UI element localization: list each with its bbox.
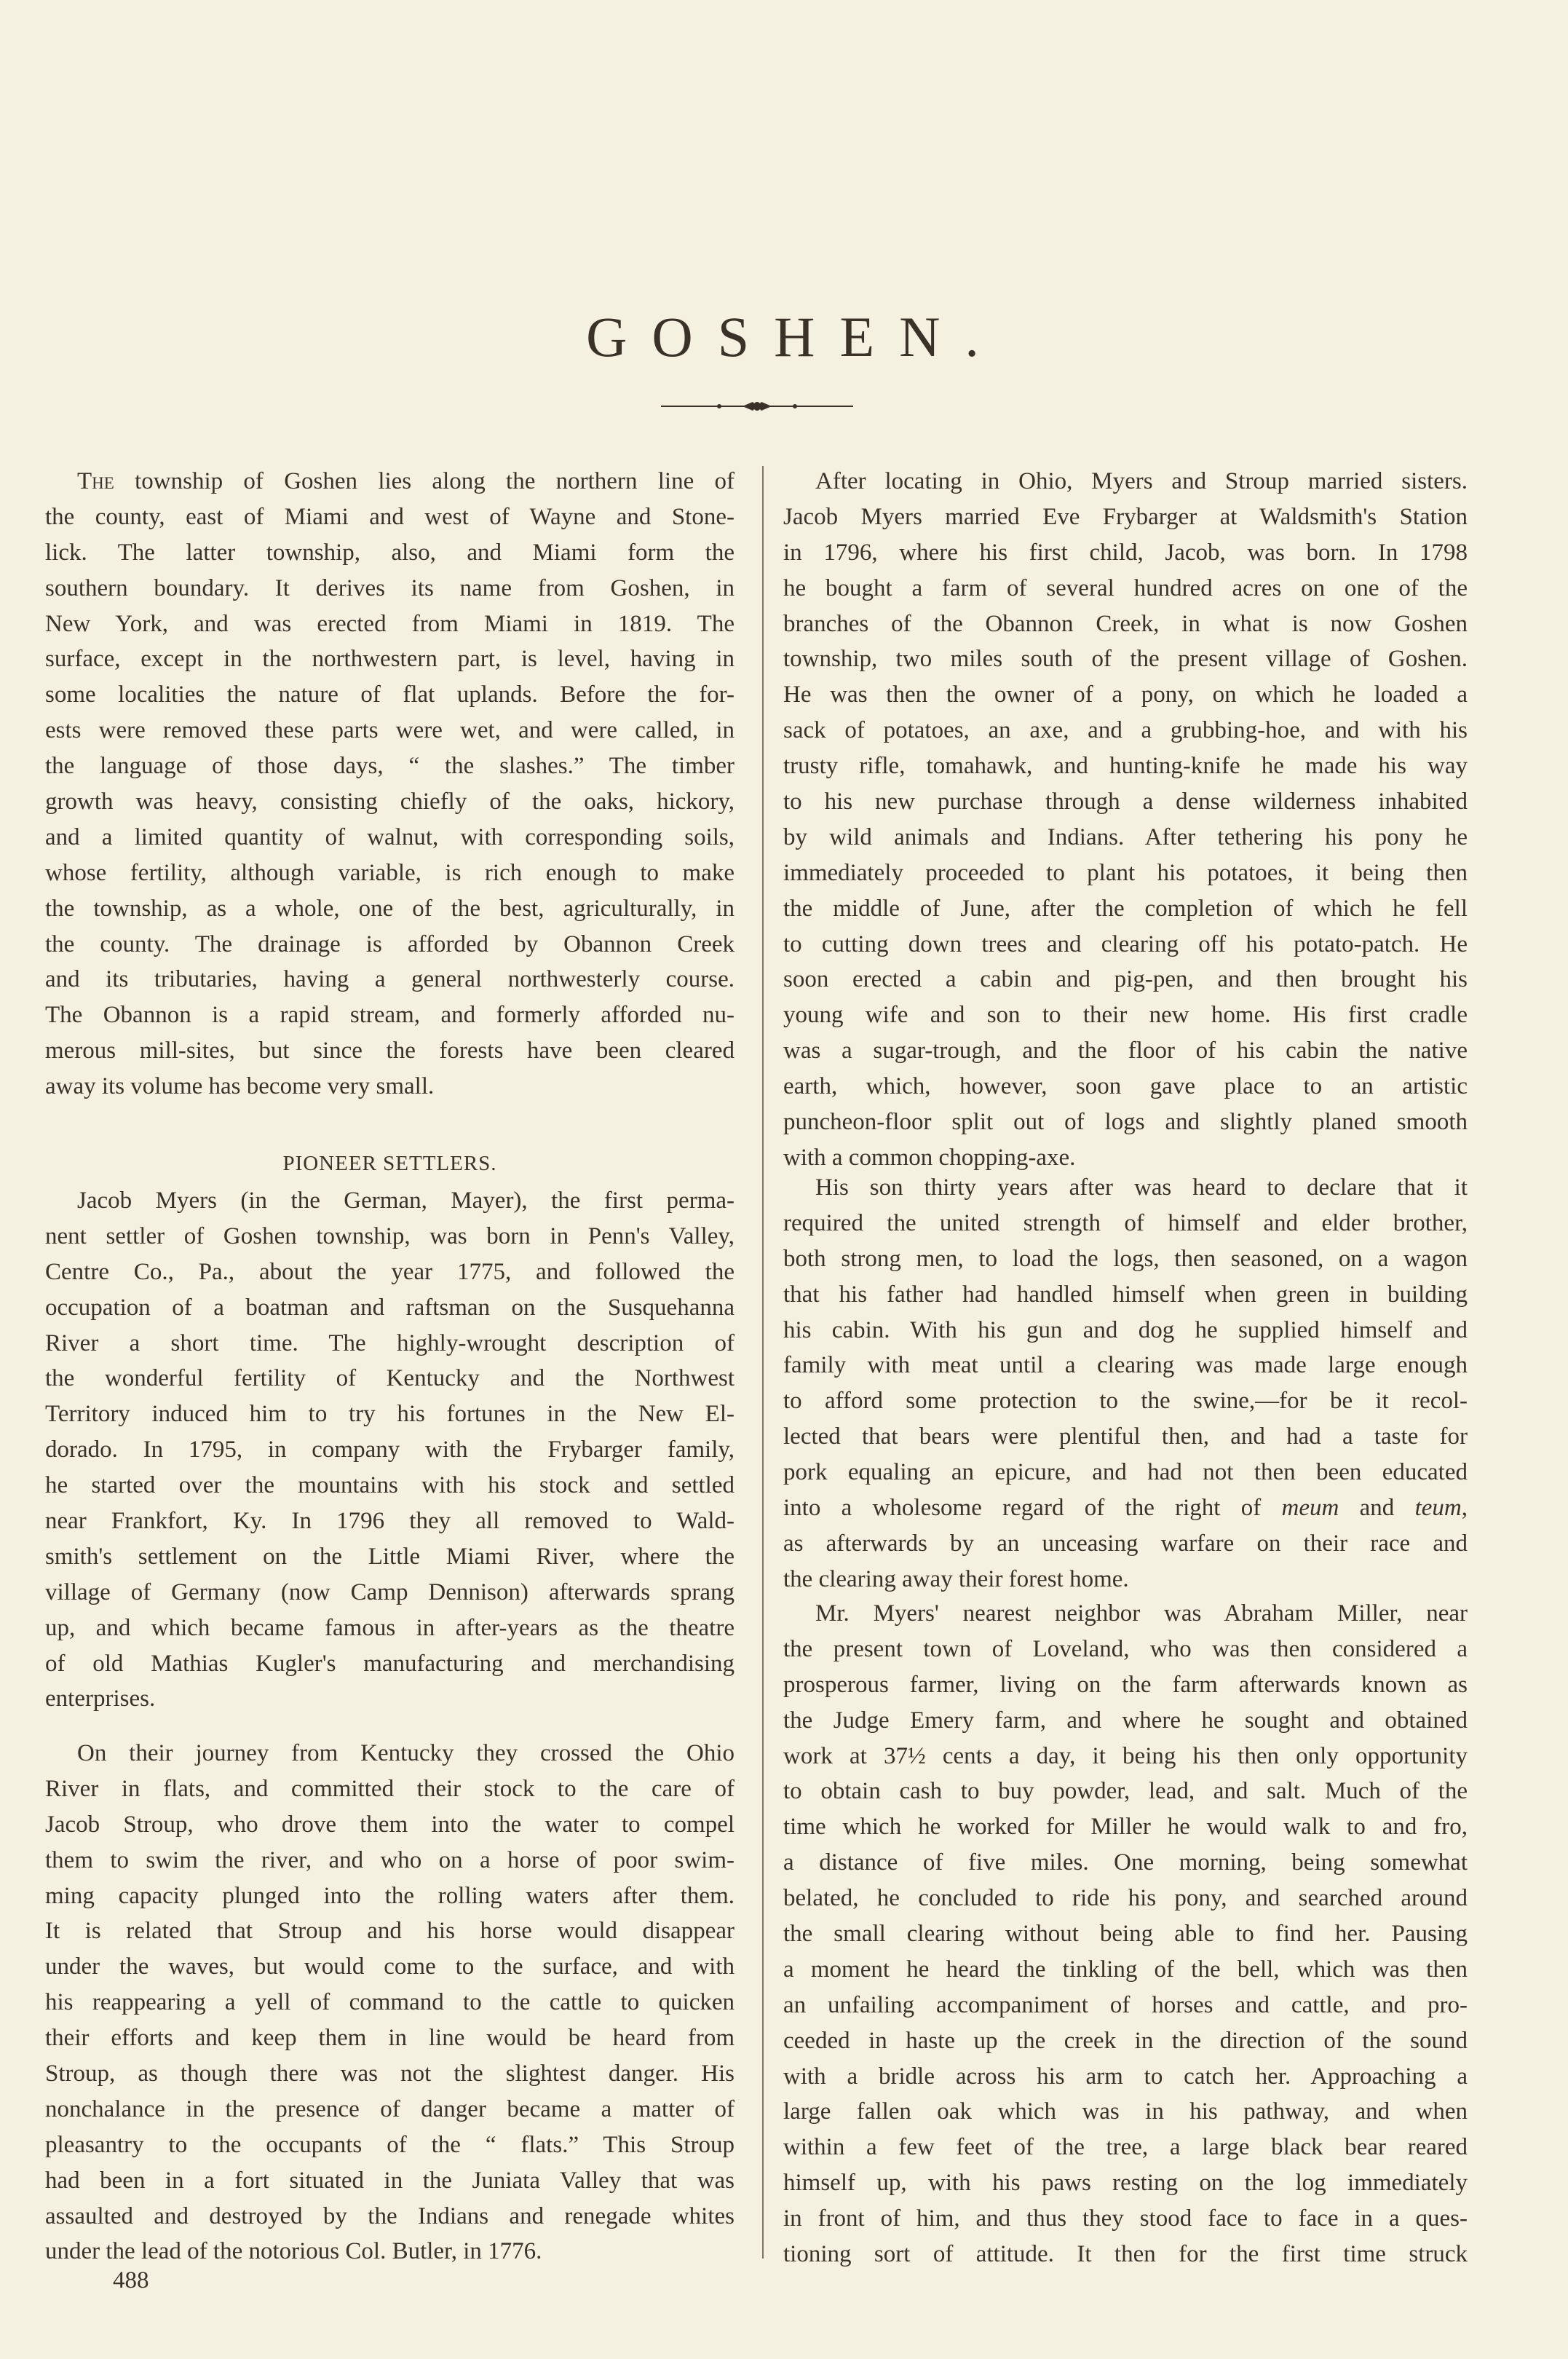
text-line: a moment he heard the tinkling of the bell, which was then (783, 1956, 1468, 1983)
text-line: of old Mathias Kugler's manufacturing and merchandising (45, 1650, 734, 1677)
text-line: ceeded in haste up the creek in the direction of the sound (783, 2027, 1468, 2054)
text-line: prosperous farmer, living on the farm afterwards known as (783, 1671, 1468, 1698)
text-line: dorado. In 1795, in company with the Frybarger family, (45, 1437, 734, 1463)
text-line: New York, and was erected from Miami in 1819. The (45, 610, 734, 637)
text-line: the present town of Loveland, who was then considered a (783, 1635, 1468, 1662)
text-line: smith's settlement on the Little Miami River, where the (45, 1543, 734, 1570)
text-line: to afford some protection to the swine,—for be it recol- (783, 1388, 1468, 1415)
text-line: them to swim the river, and who on a horse of poor swim- (45, 1846, 734, 1873)
text-line: he started over the mountains with his stock and settled (45, 1472, 734, 1499)
text-line: an unfailing accompaniment of horses and cattle, and pro- (783, 1991, 1468, 2018)
text-line: Jacob Myers married Eve Frybarger at Waldsmith's Station (783, 503, 1468, 530)
text-line: near Frankfort, Ky. In 1796 they all removed to Wald- (45, 1508, 734, 1535)
text-line: to his new purchase through a dense wilderness inhabited (783, 789, 1468, 815)
text-line: his reappearing a yell of command to the cattle to quicken (45, 1989, 734, 2016)
text-line: Centre Co., Pa., about the year 1775, and followed the (45, 1258, 734, 1285)
text-line: some localities the nature of flat uplands. Before the for- (45, 681, 734, 708)
text-line: as afterwards by an unceasing warfare on their race and (783, 1530, 1468, 1557)
text-line: nonchalance in the presence of danger became a matter of (45, 2095, 734, 2122)
text-line: family with meat until a clearing was made large enough (783, 1352, 1468, 1379)
small-caps-text: The (77, 468, 114, 494)
text-line: their efforts and keep them in line would be heard from (45, 2025, 734, 2052)
ornament-divider-icon (661, 399, 853, 414)
text-line: River a short time. The highly-wrought description of (45, 1329, 734, 1356)
text-line: within a few feet of the tree, a large black bear reared (783, 2134, 1468, 2161)
paragraph (783, 1596, 1468, 2272)
text-line: sack of potatoes, an axe, and a grubbing-hoe, and with his (783, 717, 1468, 744)
text-line: large fallen oak which was in his pathway, and when (783, 2098, 1468, 2125)
text-line: under the waves, but would come to the surface, and with (45, 1953, 734, 1980)
text-line: the county. The drainage is afforded by Obannon Creek (45, 930, 734, 957)
text-line: and a limited quantity of walnut, with corresponding soils, (45, 823, 734, 850)
text-line: pork equaling an epicure, and had not then been educated (783, 1459, 1468, 1486)
text-line: and its tributaries, having a general northwesterly course. (45, 966, 734, 993)
text-line: had been in a fort situated in the Juniata Valley that was (45, 2167, 734, 2194)
text-line: immediately proceeded to plant his potatoes, it being then (783, 859, 1468, 886)
section-heading (45, 1146, 734, 1182)
text-line: in 1796, where his first child, Jacob, was born. In 1798 (783, 539, 1468, 566)
text-line: young wife and son to their new home. His first cradle (783, 1002, 1468, 1029)
text-line: required the united strength of himself and elder brother, (783, 1209, 1468, 1236)
text-segment: , (1461, 1495, 1468, 1522)
text-line: away its volume has become very small. (45, 1073, 435, 1100)
text-line (783, 1490, 1468, 1526)
text-line: lick. The latter township, also, and Miami form the (45, 539, 734, 566)
text-line: nent settler of Goshen township, was born in Penn's Valley, (45, 1222, 734, 1249)
text-line: the small clearing without being able to find her. Pausing (783, 1921, 1468, 1948)
text-line: pleasantry to the occupants of the “ flats.” This Stroup (45, 2131, 734, 2158)
text-line: with a common chopping-axe. (783, 1144, 1076, 1171)
text-line: lected that bears were plentiful then, and had a taste for (783, 1423, 1468, 1450)
text-segment: and (1339, 1495, 1415, 1522)
text-line: surface, except in the northwestern part, is level, having in (45, 646, 734, 673)
text-line: in front of him, and thus they stood face to face in a ques- (783, 2205, 1468, 2232)
text-line: He was then the owner of a pony, on which he loaded a (783, 681, 1468, 708)
text-line: Mr. Myers' nearest neighbor was Abraham Miller, near (815, 1600, 1468, 1627)
text-line: ests were removed these parts were wet, and were called, in (45, 717, 734, 744)
column-divider (762, 466, 764, 2259)
text-line: Territory induced him to try his fortunes in the New El- (45, 1401, 734, 1428)
text-line: the township, as a whole, one of the best, agriculturally, in (45, 895, 734, 922)
paragraph (783, 1170, 1468, 1597)
text-line: his cabin. With his gun and dog he supplied himself and (783, 1316, 1468, 1343)
text-line: both strong men, to load the logs, then seasoned, on a wagon (783, 1245, 1468, 1272)
italic-text: meum (1281, 1495, 1339, 1522)
text-line: the Judge Emery farm, and where he sought and obtained (783, 1707, 1468, 1734)
text-line: work at 37½ cents a day, it being his then only opportunity (783, 1742, 1468, 1769)
text-line: a distance of five miles. One morning, being somewhat (783, 1849, 1468, 1876)
text-line: himself up, with his paws resting on the log immediately (783, 2170, 1468, 2197)
text-line: It is related that Stroup and his horse would disappear (45, 1918, 734, 1945)
text-line: merous mill-sites, but since the forests have been cleared (45, 1038, 734, 1064)
text-line: township, two miles south of the present village of Goshen. (783, 646, 1468, 673)
text-line: After locating in Ohio, Myers and Stroup married sisters. (815, 468, 1468, 494)
text-line: On their journey from Kentucky they crossed the Ohio (77, 1740, 734, 1766)
text-line: whose fertility, although variable, is rich enough to make (45, 859, 734, 886)
text-line: under the lead of the notorious Col. Butler, in 1776. (45, 2238, 542, 2265)
text-line: The Obannon is a rapid stream, and formerly afforded nu- (45, 1002, 734, 1029)
paragraph (783, 464, 1468, 1176)
text-line: branches of the Obannon Creek, in what is now Goshen (783, 610, 1468, 637)
text-segment: into a wholesome regard of the right of (783, 1495, 1282, 1522)
text-line: soon erected a cabin and pig-pen, and then brought his (783, 966, 1468, 993)
text-line: was a sugar-trough, and the floor of his cabin the native (783, 1038, 1468, 1064)
text-line: belated, he concluded to ride his pony, and searched around (783, 1885, 1468, 1912)
text-line: trusty rifle, tomahawk, and hunting-knife he made his way (783, 753, 1468, 780)
paragraph (45, 1183, 734, 1717)
text-line: the language of those days, “ the slashes.” The timber (45, 753, 734, 780)
text-line: the wonderful fertility of Kentucky and the Northwest (45, 1365, 734, 1392)
text-segment: township of Goshen lies along the northern line of (114, 468, 734, 494)
italic-text: teum (1414, 1495, 1462, 1522)
text-line: village of Germany (now Camp Dennison) afterwards sprang (45, 1578, 734, 1605)
text-line: His son thirty years after was heard to declare that it (815, 1174, 1468, 1201)
text-line: the county, east of Miami and west of Wayne and Stone- (45, 503, 734, 530)
text-line: he bought a farm of several hundred acres on one of the (783, 574, 1468, 601)
text-line: tioning sort of attitude. It then for the first time struck (783, 2241, 1468, 2268)
text-line: assaulted and destroyed by the Indians and renegade whites (45, 2202, 734, 2229)
text-line: occupation of a boatman and raftsman on the Susquehanna (45, 1294, 734, 1321)
text-line: by wild animals and Indians. After tethering his pony he (783, 823, 1468, 850)
paragraph (45, 464, 734, 1105)
text-line: ming capacity plunged into the rolling waters after them. (45, 1882, 734, 1909)
text-line: earth, which, however, soon gave place to an artistic (783, 1073, 1468, 1100)
text-line: to obtain cash to buy powder, lead, and salt. Much of the (783, 1778, 1468, 1805)
text-line: to cutting down trees and clearing off his potato-patch. He (783, 930, 1468, 957)
text-line: the middle of June, after the completion of which he fell (783, 895, 1468, 922)
text-line: Stroup, as though there was not the slightest danger. His (45, 2060, 734, 2087)
text-line: PIONEER SETTLERS. (282, 1152, 497, 1175)
text-line (45, 464, 734, 499)
text-line: the clearing away their forest home. (783, 1565, 1129, 1592)
paragraph (45, 1736, 734, 2269)
text-line: Jacob Stroup, who drove them into the water to compel (45, 1811, 734, 1838)
text-line: Jacob Myers (in the German, Mayer), the first perma- (77, 1188, 734, 1214)
text-line: time which he worked for Miller he would walk to and fro, (783, 1814, 1468, 1841)
text-line: enterprises. (45, 1686, 156, 1712)
text-line: River in flats, and committed their stock to the care of (45, 1775, 734, 1802)
page-number: 488 (113, 2267, 149, 2293)
text-line: southern boundary. It derives its name from Goshen, in (45, 574, 734, 601)
text-line: that his father had handled himself when green in building (783, 1281, 1468, 1308)
text-line: up, and which became famous in after-years as the theatre (45, 1614, 734, 1641)
text-line: growth was heavy, consisting chiefly of the oaks, hickory, (45, 789, 734, 815)
page-title: GOSHEN. (586, 305, 1004, 368)
text-line: puncheon-floor split out of logs and slightly planed smooth (783, 1109, 1468, 1136)
text-line: with a bridle across his arm to catch her. Approaching a (783, 2063, 1468, 2090)
